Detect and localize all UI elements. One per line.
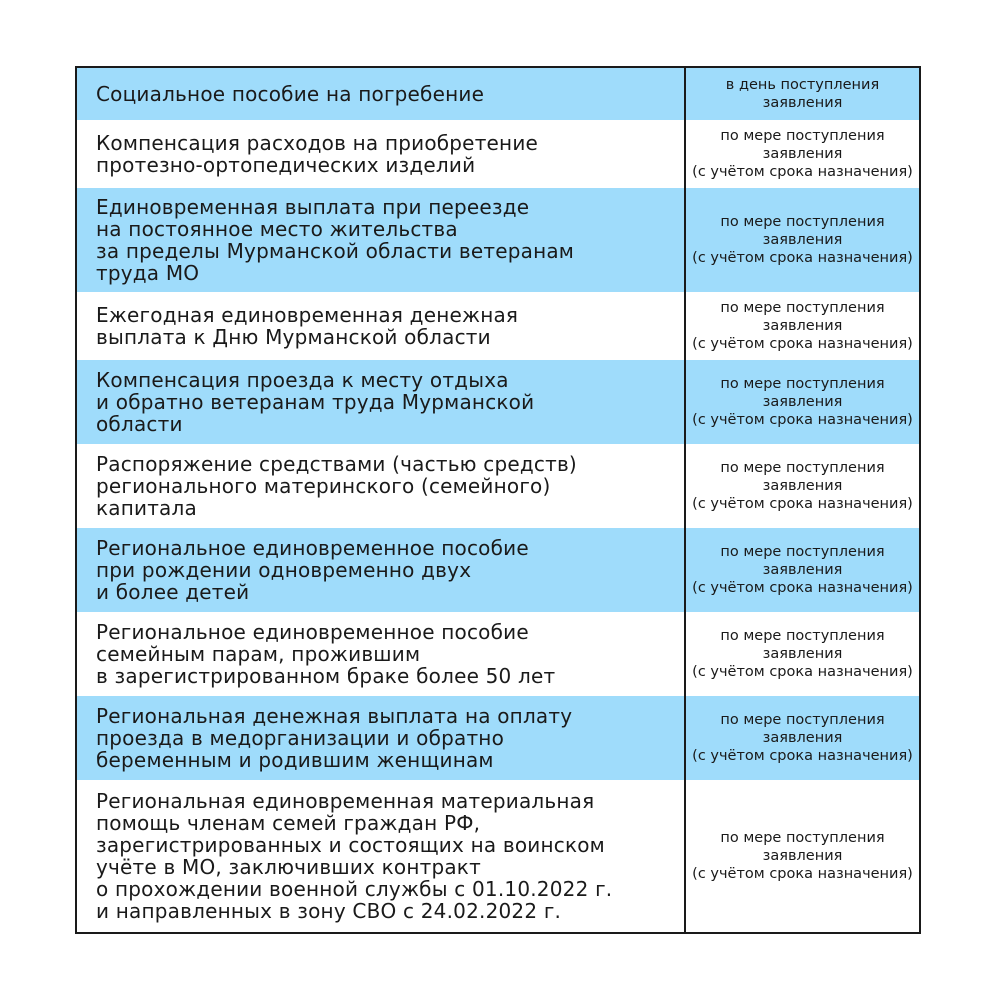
benefit-name-line: выплата к Дню Мурманской области bbox=[96, 325, 491, 349]
benefit-name-line: семейным парам, прожившим bbox=[96, 642, 421, 666]
table-row bbox=[77, 528, 919, 612]
benefit-term-line: заявления bbox=[762, 232, 843, 248]
benefit-term-line: по мере поступления bbox=[720, 300, 885, 316]
benefit-name-line: Ежегодная единовременная денежная bbox=[96, 303, 519, 327]
benefit-term-line: по мере поступления bbox=[720, 830, 885, 846]
benefit-name-line: области bbox=[96, 412, 183, 436]
benefit-name-line: и более детей bbox=[96, 580, 250, 604]
benefit-name-line: зарегистрированных и состоящих на воинском bbox=[96, 833, 605, 857]
benefit-name-line: труда МО bbox=[96, 261, 200, 285]
benefit-name-line: Региональное единовременное пособие bbox=[96, 620, 529, 644]
table-body bbox=[77, 68, 919, 932]
table-row bbox=[77, 780, 919, 932]
benefit-term-line: заявления bbox=[762, 848, 843, 864]
benefit-term-line: заявления bbox=[762, 478, 843, 494]
benefit-name-line: за пределы Мурманской области ветеранам bbox=[96, 239, 575, 263]
benefit-term-line: по мере поступления bbox=[720, 128, 885, 144]
benefit-term-line: (с учётом срока назначения) bbox=[692, 164, 913, 180]
benefits-table-grid bbox=[77, 68, 919, 932]
benefit-name-line: Единовременная выплата при переезде bbox=[96, 195, 530, 219]
benefit-term-line: (с учётом срока назначения) bbox=[692, 748, 913, 764]
benefit-term-line: заявления bbox=[762, 394, 843, 410]
benefit-term-line: (с учётом срока назначения) bbox=[692, 412, 913, 428]
benefit-term-line: заявления bbox=[762, 318, 843, 334]
benefit-term-line: (с учётом срока назначения) bbox=[692, 580, 913, 596]
table-row bbox=[77, 120, 919, 188]
benefit-name-line: в зарегистрированном браке более 50 лет bbox=[96, 664, 556, 688]
benefit-term-cell bbox=[685, 68, 919, 120]
benefit-name-line: Региональное единовременное пособие bbox=[96, 536, 529, 560]
benefit-term-line: заявления bbox=[762, 646, 843, 662]
benefit-name-line: Компенсация расходов на приобретение bbox=[96, 131, 539, 155]
table-row bbox=[77, 360, 919, 444]
benefit-name-cell bbox=[77, 444, 685, 528]
benefit-term-line: по мере поступления bbox=[720, 376, 885, 392]
benefit-term-line: заявления bbox=[762, 562, 843, 578]
benefit-name-line: беременным и родившим женщинам bbox=[96, 748, 494, 772]
benefit-name-line: учёте в МО, заключивших контракт bbox=[96, 855, 481, 879]
benefit-term-line: по мере поступления bbox=[720, 460, 885, 476]
benefit-term-cell bbox=[685, 292, 919, 360]
table-row bbox=[77, 188, 919, 292]
benefit-name-line: проезда в медорганизации и обратно bbox=[96, 726, 505, 750]
benefit-name-line: Региональная денежная выплата на оплату bbox=[96, 704, 573, 728]
benefit-name-cell bbox=[77, 780, 685, 932]
benefit-name-cell bbox=[77, 292, 685, 360]
benefit-name-line: Социальное пособие на погребение bbox=[96, 82, 485, 106]
table-row bbox=[77, 292, 919, 360]
benefit-term-line: заявления bbox=[762, 146, 843, 162]
benefit-name-cell bbox=[77, 528, 685, 612]
benefit-name-line: помощь членам семей граждан РФ, bbox=[96, 811, 481, 835]
benefit-term-line: (с учётом срока назначения) bbox=[692, 336, 913, 352]
benefit-name-line: регионального материнского (семейного) bbox=[96, 474, 551, 498]
benefit-term-line: в день поступления bbox=[725, 77, 880, 93]
benefit-term-line: заявления bbox=[762, 730, 843, 746]
benefit-term-line: (с учётом срока назначения) bbox=[692, 664, 913, 680]
benefit-name-line: на постоянное место жительства bbox=[96, 217, 458, 241]
benefit-term-line: по мере поступления bbox=[720, 712, 885, 728]
benefit-name-cell bbox=[77, 360, 685, 444]
benefits-table bbox=[75, 66, 921, 934]
benefit-name-line: и направленных в зону СВО с 24.02.2022 г. bbox=[96, 899, 562, 923]
benefit-term-line: по мере поступления bbox=[720, 214, 885, 230]
table-row bbox=[77, 68, 919, 120]
benefit-name-line: Региональная единовременная материальная bbox=[96, 789, 595, 813]
benefit-name-line: протезно-ортопедических изделий bbox=[96, 153, 476, 177]
benefit-name-cell bbox=[77, 68, 685, 120]
benefit-name-line: Распоряжение средствами (частью средств) bbox=[96, 452, 577, 476]
benefit-term-cell bbox=[685, 780, 919, 932]
table-row bbox=[77, 444, 919, 528]
benefit-name-cell bbox=[77, 696, 685, 780]
benefit-name-line: Компенсация проезда к месту отдыха bbox=[96, 368, 509, 392]
benefit-term-cell bbox=[685, 612, 919, 696]
benefit-term-cell bbox=[685, 120, 919, 188]
table-row bbox=[77, 696, 919, 780]
benefit-name-cell bbox=[77, 120, 685, 188]
benefit-term-line: (с учётом срока назначения) bbox=[692, 866, 913, 882]
benefit-name-cell bbox=[77, 188, 685, 292]
benefit-term-line: по мере поступления bbox=[720, 544, 885, 560]
benefit-term-line: заявления bbox=[762, 95, 843, 111]
benefit-term-line: (с учётом срока назначения) bbox=[692, 496, 913, 512]
benefit-name-line: и обратно ветеранам труда Мурманской bbox=[96, 390, 535, 414]
benefit-term-cell bbox=[685, 528, 919, 612]
benefit-term-line: (с учётом срока назначения) bbox=[692, 250, 913, 266]
benefit-name-line: о прохождении военной службы с 01.10.2022 г. bbox=[96, 877, 613, 901]
benefit-term-cell bbox=[685, 696, 919, 780]
benefit-name-line: капитала bbox=[96, 496, 197, 520]
benefit-term-cell bbox=[685, 360, 919, 444]
benefit-term-cell bbox=[685, 188, 919, 292]
benefit-term-line: по мере поступления bbox=[720, 628, 885, 644]
benefit-name-cell bbox=[77, 612, 685, 696]
table-row bbox=[77, 612, 919, 696]
benefit-name-line: при рождении одновременно двух bbox=[96, 558, 472, 582]
benefit-term-cell bbox=[685, 444, 919, 528]
